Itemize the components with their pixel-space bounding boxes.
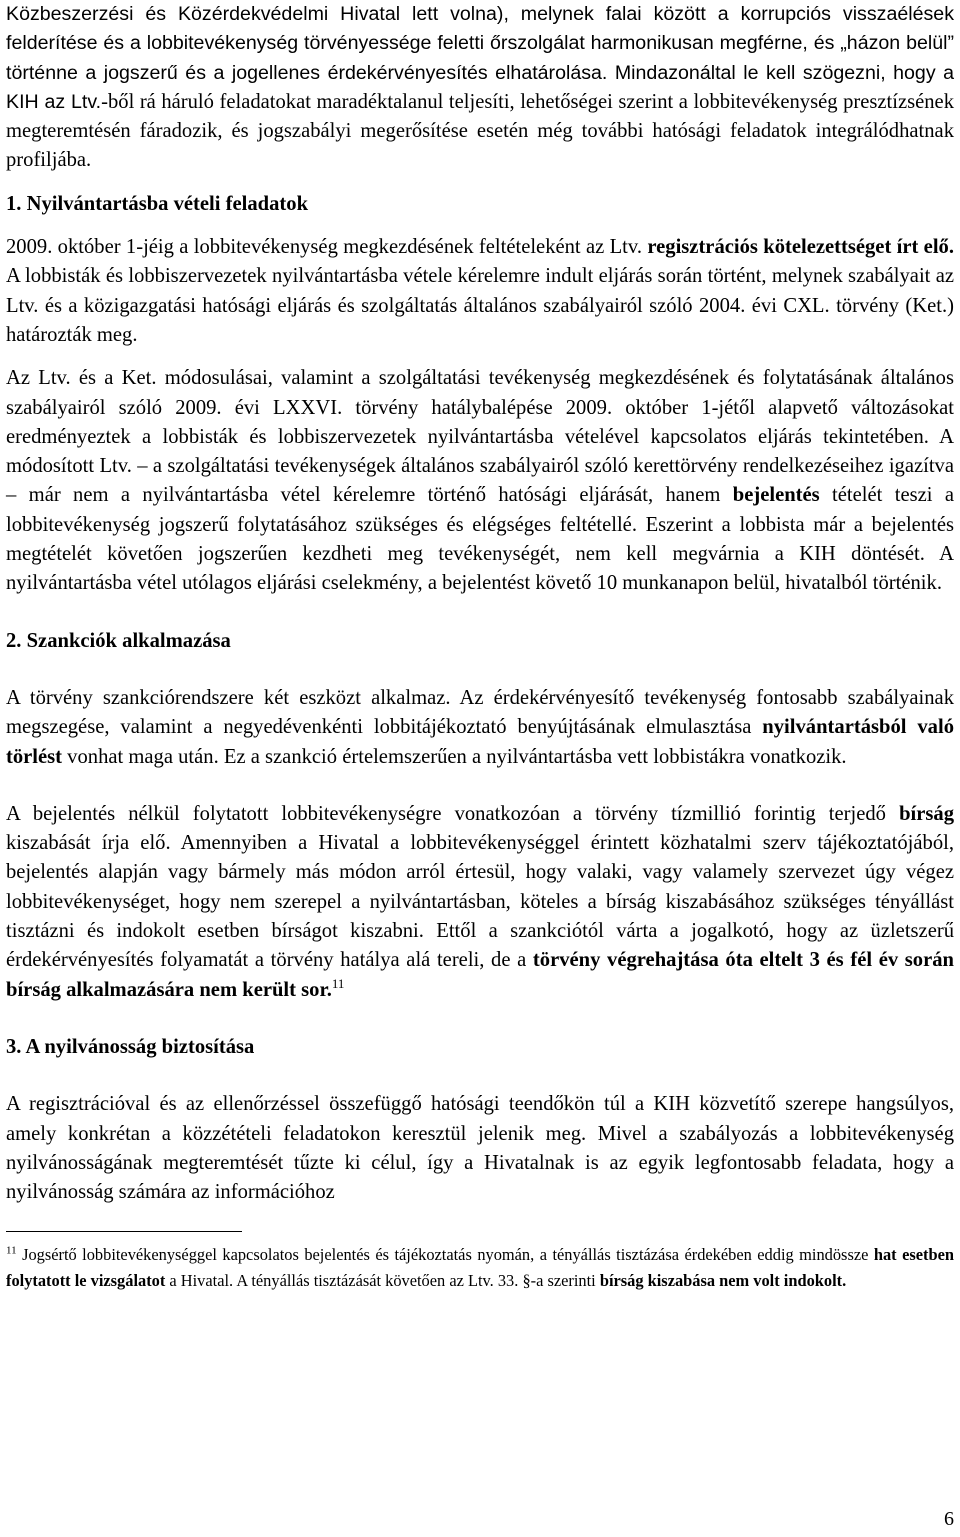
emphasis-fine: bírság — [899, 802, 954, 825]
emphasis-notification: bejelentés — [732, 484, 820, 507]
paragraph-registration: 2009. október 1-jéig a lobbitevékenység megkezdésének feltételeként az Ltv. regisztrációs kötelezettséget írt elő. A lobbisták és lobbiszervezetek nyilvántartásba vétele kérelemre indult eljárás során történt, melynek szabályait az Ltv. és a közigazgatási hatósági eljárás és szolgáltatás általános szabályairól szóló 2004. évi CXL. törvény (Ket.) határozták meg. — [6, 236, 954, 346]
intro-text-part-1: Közbeszerzési és Közérdekvédelmi Hivatal lett volna), melynek falai között a korrupciós visszaélések felderítése és a lobbitevékenység törvényessége feletti őrszolgálat harmonikusan megférne, és „házon belül” történne a jogszerű és a jogellenes érdekérvényesítés elhatárolása. Mindazonáltal le kell szögezni, hogy a KIH az Ltv. — [6, 3, 954, 113]
footnote-reference[interactable]: 11 — [331, 975, 345, 991]
footnote-number: 11 — [6, 1244, 17, 1257]
section-heading-3: 3. A nyilvánosság biztosítása — [6, 1035, 255, 1058]
section-heading-2: 2. Szankciók alkalmazása — [6, 629, 231, 652]
paragraph-sanctions: A törvény szankciórendszere két eszközt alkalmaz. Az érdekérvényesítő tevékenység fontosabb szabályainak megszegése, valamint a negyedévenkénti lobbitájékoztató benyújtásának elmulasztása nyilvántartásból való törlést vonhat maga után. Ez a szankció értelemszerűen a nyilvántartásba vett lobbistákra vonatkozik. — [6, 686, 954, 768]
emphasis-no-fine-applied: törvény végrehajtása óta eltelt 3 és fél év során bírság alkalmazására nem került sor. — [6, 949, 954, 1001]
paragraph-fine: A bejelentés nélkül folytatott lobbitevékenységre vonatkozóan a törvény tízmillió forintig terjedő bírság kiszabását írja elő. Amennyiben a Hivatal a lobbitevékenységgel érintett közhatalmi szerv tájékoztatójából, bejelentés alapján vagy bármely más módon arról értesül, hogy valaki, vagy valamely szervezet úgy végez lobbitevékenységet, hogy nem szerepel a nyilvántartásban, köteles a bírság kiszabásához szükséges tényállást tisztázni és indokolt esetben bírságot kiszabni. Ettől a szankciótól várta a jogalkotó, hogy az üzletszerű érdekérvényesítés folyamatát a törvény hatálya alá tereli, de a törvény végrehajtása óta eltelt 3 és fél év során bírság alkalmazására nem került sor.$^{11}$ — [6, 802, 954, 1001]
emphasis-deletion: nyilvántartásból való törlést — [6, 716, 954, 768]
footnote-separator — [6, 1231, 242, 1232]
document-page — [6, 0, 954, 1293]
intro-text-part-2: -ből rá háruló feladatokat maradéktalanul teljesíti, lehetőségei szerint a lobbitevékenység presztízsének megteremtésén fáradozik, és jogszabályi megerősítése esetén még további hatósági feladatok integrálódhatnak profiljába. — [6, 90, 954, 172]
section-heading-1: 1. Nyilvántartásba vételi feladatok — [6, 192, 309, 215]
page-number: 6 — [944, 1508, 954, 1530]
emphasis-registration-obligation: regisztrációs kötelezettséget írt elő. — [647, 236, 954, 259]
paragraph-amendments: Az Ltv. és a Ket. módosulásai, valamint a szolgáltatási tevékenység megkezdésének és folytatásának általános szabályairól szóló 2009. évi LXXVI. törvény hatálybalépése 2009. október 1-jétől alapvető változásokat eredményeztek a lobbisták és lobbiszervezetek nyilvántartásba vételével kapcsolatos eljárás tekintetében. A módosított Ltv. – a szolgáltatási tevékenységek általános szabályairól szóló kerettörvény rendelkezéseihez igazítva – már nem a nyilvántartásba vétel kérelemre történő hatósági eljárását, hanem bejelentés tételét teszi a lobbitevékenység jogszerű folytatásához szükséges és elégséges feltétellé. Eszerint a lobbista már a bejelentés megtételét követően jogszerűen kezdheti meg tevékenységét, nem kell megvárnia a KIH döntését. A nyilvántartásba vétel utólagos eljárási cselekmény, a bejelentést követő 10 munkanapon belül, hivatalból történik. — [6, 367, 954, 595]
paragraph-intro — [6, 0, 954, 176]
paragraph-publicity: A regisztrációval és az ellenőrzéssel összefüggő hatósági teendőkön túl a KIH közvetítő szerepe hangsúlyos, amely konkrétan a közzétételi feladatokon keresztül jelenik meg. Mivel a szabályozás a lobbitevékenység nyilvánosságának megteremtését tűzte ki célul, így a Hivatalnak is az egyik legfontosabb feladata, hogy a nyilvánosság számára az információhoz — [6, 1093, 954, 1204]
footnote: $^{11}$ Jogsértő lobbitevékenységgel kapcsolatos bejelentés és tájékoztatás nyomán, a tényállás tisztázása érdekében eddig mindössze hat esetben folytatott le vizsgálatot a Hivatal. A tényállás tisztázását követően az Ltv. 33. §-a szerinti bírság kiszabása nem volt indokolt. — [6, 1244, 955, 1290]
